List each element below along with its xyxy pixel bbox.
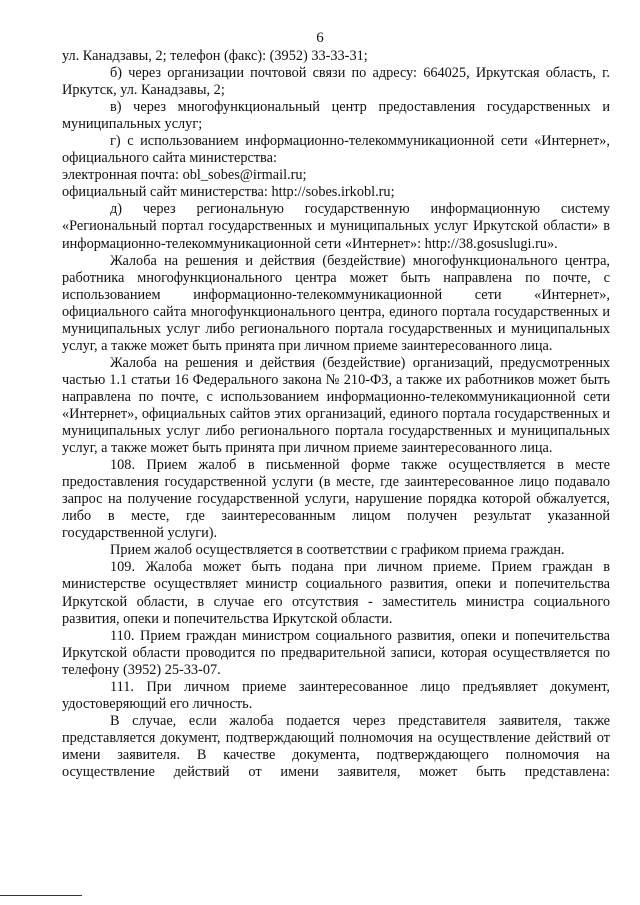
- paragraph-mfc-complaint: Жалоба на решения и действия (бездействие) многофункционального центра, работника многофункционального центра может быть направлена по почте, с использованием информационно-телекоммуникационной сети «Интернет», официального сайта многофункционального центра, единого портала государственных и муниципальных услуг либо регионального портала государственных и муниципальных услуг, а также может быть принята при личном приеме заинтересованного лица.: [62, 252, 610, 354]
- paragraph-address-continuation: ул. Канадзавы, 2; телефон (факс): (3952) 33-33-31;: [62, 48, 368, 64]
- paragraph-email: электронная почта: obl_sobes@irmail.ru;: [62, 167, 307, 184]
- paragraph-representative: В случае, если жалоба подается через представителя заявителя, также представляется документ, подтверждающий полномочия на осуществление действий от имени заявителя. В качестве документа, подтверждающего полномочия на осуществление действий от имени заявителя, может быть представлена:: [62, 712, 610, 780]
- page-number: 6: [316, 30, 324, 46]
- paragraph-mfc: в) через многофункциональный центр предоставления государственных и муниципальных услуг;: [62, 99, 610, 133]
- paragraph-109: 109. Жалоба может быть подана при личном приеме. Прием граждан в министерстве осуществляет министр социального развития, опеки и попечительства Иркутской области, в случае его отсутствия - заместитель министра социального развития, опеки и попечительства Иркутской области.: [62, 559, 610, 627]
- paragraph-organizations-complaint: Жалоба на решения и действия (бездействие) организаций, предусмотренных частью 1.1 статьи 16 Федерального закона № 210-ФЗ, а также их работников может быть направлена по почте, с использованием информационно-телекоммуникационной сети «Интернет», официальных сайтов этих организаций, единого портала государственных и муниципальных услуг либо регионального портала государственных и муниципальных услуг, а также может быть принята при личном приеме заинтересованного лица.: [62, 354, 610, 457]
- paragraph-108: 108. Прием жалоб в письменной форме также осуществляется в месте предоставления государственной услуги (в месте, где заинтересованное лицо подавало запрос на получение государственной услуги, нарушение порядка которой обжалуется, либо в месте, где заинтересованным лицом получен результат указанной государственной услуги).: [62, 457, 610, 542]
- document-body: [62, 48, 610, 781]
- paragraph-regional-portal: д) через региональную государственную информационную систему «Региональный портал государственных и муниципальных услуг Иркутской области» в информационно-телекоммуникационной сети «Интернет»: http://38.gosuslugi.ru».: [62, 201, 610, 252]
- paragraph-110: 110. Прием граждан министром социального развития, опеки и попечительства Иркутской области проводится по предварительной записи, которая осуществляется по телефону (3952) 25-33-07.: [62, 627, 610, 678]
- paragraph-111: 111. При личном приеме заинтересованное лицо предъявляет документ, удостоверяющий его личность.: [62, 678, 610, 712]
- paragraph-schedule: Прием жалоб осуществляется в соответствии с графиком приема граждан.: [110, 542, 565, 559]
- paragraph-website: официальный сайт министерства: http://sobes.irkobl.ru;: [62, 184, 395, 201]
- paragraph-postal: б) через организации почтовой связи по адресу: 664025, Иркутская область, г. Иркутск, ул. Канадзавы, 2;: [62, 65, 610, 99]
- paragraph-internet: г) с использованием информационно-телекоммуникационной сети «Интернет», официального сайта министерства:: [62, 133, 610, 167]
- footnote-divider: [0, 895, 82, 896]
